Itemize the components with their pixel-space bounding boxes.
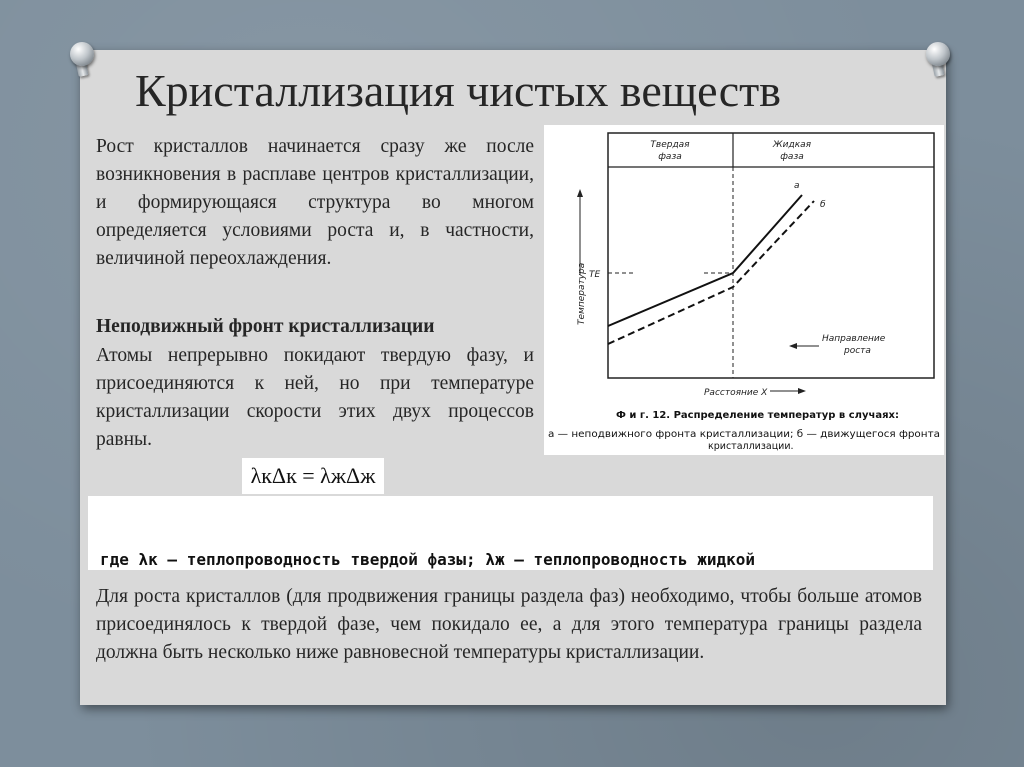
curve-a-label: а bbox=[794, 181, 800, 191]
figure-caption: а — неподвижного фронта кристаллизации; б — движущегося фронта bbox=[548, 429, 940, 440]
legend-line: где λк — теплопроводность твердой фазы; λж — теплопроводность жидкой bbox=[100, 550, 756, 569]
liquid-phase-label: Жидкая bbox=[772, 140, 812, 150]
figure-caption: кристаллизации. bbox=[708, 441, 794, 452]
growth-direction-label: роста bbox=[844, 346, 871, 356]
growth-direction-label: Направление bbox=[822, 334, 886, 344]
curve-a bbox=[608, 195, 802, 326]
formula-legend bbox=[88, 496, 933, 570]
arrow-up-icon bbox=[577, 189, 583, 197]
figure-caption: Ф и г. 12. Распределение температур в случаях: bbox=[616, 410, 899, 421]
arrow-right-icon bbox=[798, 388, 806, 394]
arrow-left-icon bbox=[789, 343, 797, 349]
slide-title: Кристаллизация чистых веществ bbox=[135, 65, 781, 116]
curve-b-label: б bbox=[820, 200, 826, 210]
section-paragraph: Атомы непрерывно покидают твердую фазу, и присоединяются к ней, но при температуре кристаллизации скорости этих двух процессов равны. bbox=[96, 345, 534, 450]
liquid-phase-label: фаза bbox=[780, 152, 804, 162]
te-label: TE bbox=[589, 270, 601, 280]
solid-phase-label: Твердая bbox=[650, 140, 690, 150]
pin-icon bbox=[922, 40, 956, 74]
formula: λкΔк = λжΔж bbox=[242, 458, 384, 494]
x-axis-label: Расстояние X bbox=[704, 388, 768, 398]
temperature-diagram bbox=[544, 125, 944, 455]
temperature-figure bbox=[544, 125, 944, 455]
solid-phase-label: фаза bbox=[658, 152, 682, 162]
pin-icon bbox=[66, 40, 100, 74]
y-axis-label: Температура bbox=[577, 262, 587, 325]
section-heading: Неподвижный фронт кристаллизации bbox=[96, 316, 435, 337]
conclusion-paragraph: Для роста кристаллов (для продвижения границы раздела фаз) необходимо, чтобы больше атомов присоединялось к твердой фазе, чем покидало ее, а для этого температура границы раздела должна быть несколько ниже равновесной температуры кристаллизации. bbox=[96, 586, 922, 663]
intro-paragraph: Рост кристаллов начинается сразу же после возникновения в расплаве центров кристаллизации, и формирующаяся структура во многом определяется условиями роста и, в частности, величиной переохлаждения. bbox=[96, 136, 534, 269]
